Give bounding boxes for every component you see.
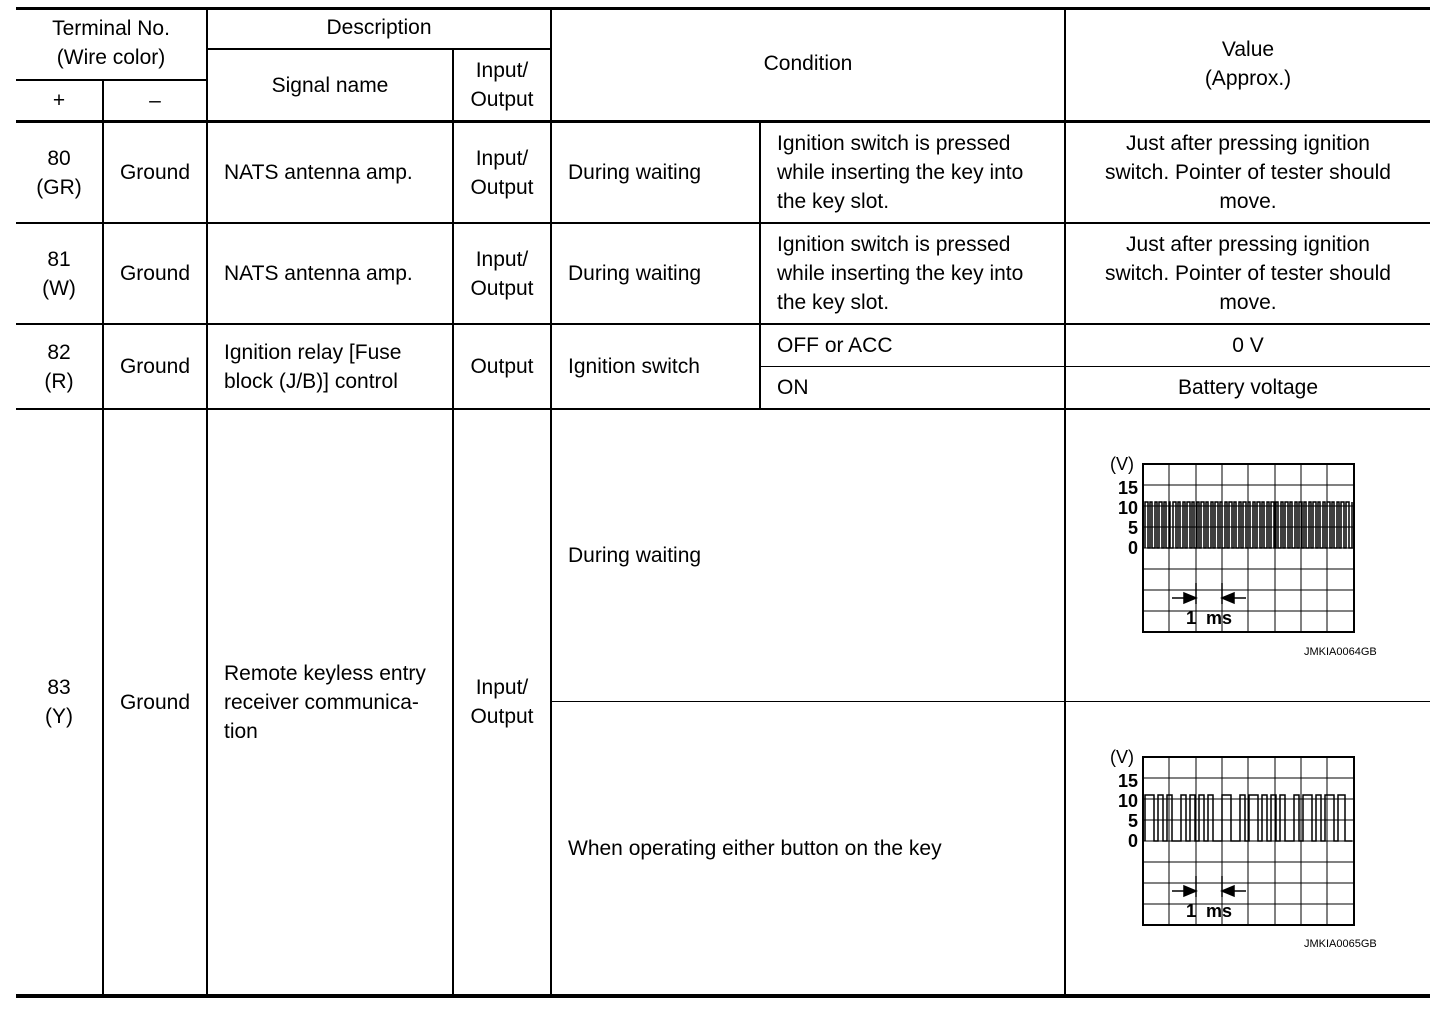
row82-value-off: 0 V (1232, 334, 1264, 357)
row82-terminal (16, 325, 102, 408)
text-line: move. (1219, 190, 1277, 213)
text-line: while inserting the key into (777, 161, 1024, 184)
row83-minus: Ground (119, 690, 191, 714)
header-terminal (16, 7, 206, 79)
text-line: Ignition relay [Fuse (224, 340, 402, 364)
wire-color: (R) (44, 369, 74, 393)
header-signal-name: Signal name (271, 73, 389, 97)
text-line: receiver communica- (224, 690, 419, 714)
y-tick-0: 0 (1127, 538, 1138, 558)
row82-condition: Ignition switch (568, 355, 700, 378)
text-line: Remote keyless entry (224, 661, 426, 685)
row83-terminal (16, 410, 102, 994)
terminal-number: 83 (47, 676, 71, 699)
figure-code-operating: JMKIA0065GB (1304, 938, 1377, 950)
text-line: Ignition switch is pressed (777, 132, 1011, 155)
terminal-number: 82 (47, 340, 71, 364)
wire-color: (Y) (45, 705, 73, 728)
waveform-waiting-svg (1100, 452, 1400, 662)
waveform-trace (1145, 502, 1352, 548)
scale-arrow (1172, 583, 1246, 604)
row80-terminal (16, 123, 102, 222)
header-condition: Condition (763, 52, 853, 75)
text-line: Ignition switch is pressed (777, 233, 1011, 256)
io-input: Input/ (475, 146, 529, 170)
row82-minus: Ground (119, 355, 191, 378)
y-tick-5: 5 (1127, 811, 1138, 831)
waveform-waiting (1100, 452, 1400, 662)
y-tick-10: 10 (1117, 498, 1138, 518)
header-input: Input/ (475, 59, 529, 82)
header-description: Description (326, 16, 432, 39)
waveform-operating-svg (1100, 745, 1400, 955)
row82-sub-on: ON (777, 376, 809, 399)
row81-value (1066, 224, 1430, 323)
wire-color: (W) (42, 276, 76, 300)
terminal-number: 81 (47, 247, 71, 271)
row83-signal (208, 410, 452, 994)
text-line: Just after pressing ignition (1126, 233, 1370, 256)
header-value-label: Value (1221, 37, 1275, 61)
row82-signal (208, 325, 452, 408)
row82-sub-off: OFF or ACC (777, 334, 893, 357)
y-tick-0: 0 (1127, 831, 1138, 851)
header-plus: + (52, 89, 66, 112)
header-io (454, 50, 550, 120)
header-wire-color: (Wire color) (56, 46, 166, 69)
row81-terminal (16, 224, 102, 323)
row81-condition: During waiting (568, 262, 702, 285)
row80-subcondition (761, 123, 1064, 222)
rule-bottom (16, 994, 1430, 998)
row80-signal: NATS antenna amp. (224, 161, 413, 184)
row80-io (454, 123, 550, 222)
y-tick-15: 15 (1117, 771, 1138, 791)
row83-condition-operating: When operating either button on the key (568, 836, 942, 860)
text-line: tion (224, 719, 258, 743)
header-output: Output (470, 88, 534, 111)
text-line: move. (1219, 291, 1277, 314)
text-line: switch. Pointer of tester should (1105, 262, 1391, 285)
terminal-number: 80 (47, 146, 71, 170)
header-minus: – (149, 89, 161, 112)
io-input: Input/ (475, 247, 529, 271)
text-line: the key slot. (777, 190, 890, 213)
row81-signal: NATS antenna amp. (224, 262, 413, 285)
waveform-trace (1145, 795, 1352, 841)
y-tick-15: 15 (1117, 478, 1138, 498)
header-value (1066, 7, 1430, 120)
text-line: the key slot. (777, 291, 890, 314)
row81-minus: Ground (119, 262, 191, 285)
row80-condition: During waiting (568, 161, 702, 184)
row82-value-on: Battery voltage (1177, 376, 1319, 399)
text-line: switch. Pointer of tester should (1105, 161, 1391, 184)
io-output: Output (470, 276, 534, 300)
chart-unit: (V) (1110, 454, 1134, 474)
wire-color: (GR) (36, 175, 82, 199)
text-line: block (J/B)] control (224, 369, 398, 393)
io-output: Output (470, 705, 534, 728)
scale-arrow (1172, 876, 1246, 897)
time-scale-label: 1 ms (1185, 901, 1233, 921)
header-approx: (Approx.) (1204, 66, 1292, 90)
io-output: Output (470, 175, 534, 199)
row81-subcondition (761, 224, 1064, 323)
figure-code-waiting: JMKIA0064GB (1304, 646, 1377, 658)
row82-io: Output (470, 355, 534, 378)
chart-unit: (V) (1110, 747, 1134, 767)
row83-io (454, 410, 550, 994)
y-tick-10: 10 (1117, 791, 1138, 811)
row81-io (454, 224, 550, 323)
time-scale-label: 1 ms (1185, 608, 1233, 628)
text-line: while inserting the key into (777, 262, 1024, 285)
text-line: Just after pressing ignition (1126, 132, 1370, 155)
header-terminal-no: Terminal No. (52, 17, 170, 40)
row83-condition-waiting: During waiting (568, 544, 702, 567)
row80-minus: Ground (119, 161, 191, 184)
row80-value (1066, 123, 1430, 222)
io-input: Input/ (475, 676, 529, 699)
waveform-operating (1100, 745, 1400, 955)
y-tick-5: 5 (1127, 518, 1138, 538)
